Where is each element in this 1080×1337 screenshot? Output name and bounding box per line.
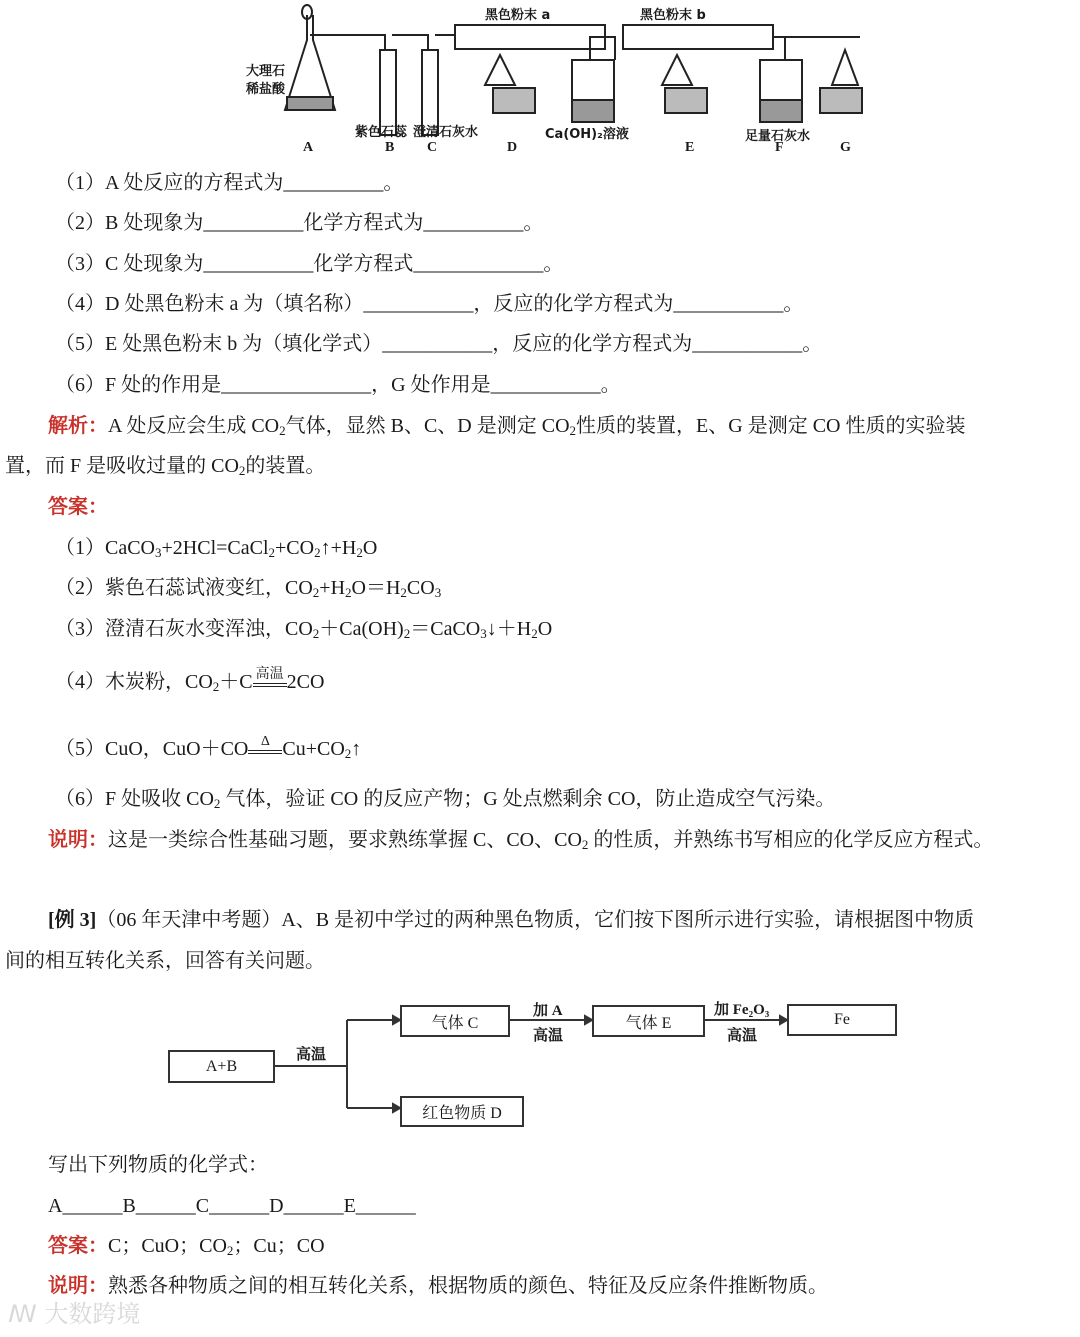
text-segment: （6）F 处的作用是_______________，G 处作用是___________。 [55,374,621,396]
subscript: 2 [312,585,320,600]
text-segment: ＋Ca(OH) [319,618,404,640]
text-segment: 置，而 F 是吸收过量的 CO [5,455,239,477]
text-segment: O [537,618,553,640]
text-segment: 2CO [286,671,325,693]
text-segment: ＝CaCO [410,618,481,640]
subscript: 3 [434,585,442,600]
text-segment: +CO [275,537,315,559]
text-segment: A 处反应会生成 CO [108,415,280,437]
subscript: 2 [213,796,221,811]
flow-label-high-temp-2: 高温 [533,1028,564,1044]
section-label: 答案： [48,496,108,518]
label-powder-a: 黑色粉末 a [485,8,551,23]
text-segment: （3）澄清石灰水变浑浊，CO [55,618,313,640]
letter-g: G [840,140,851,155]
section-label: 答案： [48,1235,108,1257]
text-segment: 气体，显然 B、C、D 是测定 CO [285,415,570,437]
flow-box-a-plus-b: A+B [168,1050,275,1083]
letter-a: A [303,140,314,155]
reaction-condition: Δ [260,734,270,749]
subscript: 2 [356,545,363,560]
text-segment: 的性质，并熟练书写相应的化学反应方程式。 [588,829,994,851]
letter-c: C [427,140,438,155]
text-segment: （5）E 处黑色粉末 b 为（填化学式）___________，反应的化学方程式为___________。 [55,333,823,355]
text-segment: ↑ [351,738,362,760]
flow-box-fe: Fe [787,1004,897,1036]
flow-box-red-d: 红色物质 D [400,1096,524,1127]
text-segment: +2HCl=CaCl [161,537,269,559]
letter-e: E [685,140,695,155]
section-label: 说明： [48,1275,108,1297]
example-label: [例 3] [48,909,97,931]
text-segment: （2）紫色石蕊试液变红，CO [55,577,313,599]
flow-box-gas-e: 气体 E [592,1005,705,1037]
subscript: 2 [212,679,220,694]
text-segment: （06 年天津中考题）A、B 是初中学过的两种黑色物质，它们按下图所示进行实验，请根据图中物质 [96,909,975,931]
letter-b: B [385,140,395,155]
text-segment: CO [406,577,435,599]
subscript: 2 [403,626,411,641]
text-segment: （4）D 处黑色粉末 a 为（填名称）___________，反应的化学方程式为___________。 [55,293,804,315]
subscript: 2 [238,463,246,478]
text-segment: 写出下列物质的化学式： [48,1154,268,1176]
label-excess-limewater: 足量石灰水 [745,129,811,144]
text-segment: 这是一类综合性基础习题，要求熟练掌握 C、CO、CO [108,829,582,851]
subscript: 2 [279,423,286,438]
text-segment: ；Cu；CO [233,1235,325,1257]
subscript: 2 [345,585,352,600]
text-segment: 熟悉各种物质之间的相互转化关系，根据物质的颜色、特征及反应条件推断物质。 [108,1275,828,1297]
watermark-text: 大数跨境 [44,1300,141,1328]
text-segment: 气体，验证 CO 的反应产物；G 处点燃剩余 CO，防止造成空气污染。 [220,788,836,810]
text-segment: ↑+H [320,537,357,559]
section-label: 解析： [48,415,108,437]
label-powder-b: 黑色粉末 b [640,8,706,23]
subscript: 3 [480,626,487,641]
text-segment: 间的相互转化关系，回答有关问题。 [5,950,325,972]
flow-box-gas-c: 气体 C [400,1005,510,1037]
label-marble: 大理石 [246,64,286,79]
text-segment: （4）木炭粉，CO [55,671,213,693]
text-segment: Cu+CO [282,738,345,760]
subscript: 2 [226,1243,234,1258]
subscript: 2 [581,837,589,852]
label-limewater: 澄清石灰水 [413,125,479,140]
text-segment: ＋C [219,671,253,693]
subscript: 2 [400,585,407,600]
text-segment: 性质的装置，E、G 是测定 CO 性质的实验装 [576,415,966,437]
text-segment: （1）CaCO [55,537,155,559]
section-label: 说明： [48,829,108,851]
flow-label-add-fe2o3: 加 Fe₂O₃ [714,1002,770,1018]
flow-label-high-temp-3: 高温 [727,1028,758,1044]
label-acid: 稀盐酸 [246,82,286,97]
subscript: 3 [155,545,162,560]
text-segment: O [362,537,378,559]
flow-label-add-a: 加 A [533,1003,563,1019]
flow-label-high-temp: 高温 [296,1047,327,1063]
text-segment: ↓＋H [486,618,532,640]
text-segment: （6）F 处吸收 CO [55,788,214,810]
text-segment: C；CuO；CO [108,1235,227,1257]
watermark-logo: ꟿ 大数跨境 [8,1300,141,1328]
letter-f: F [775,140,784,155]
subscript: 2 [344,746,352,761]
subscript: 2 [314,545,321,560]
text-segment: A______B______C______D______E______ [48,1195,416,1217]
reaction-condition: 高温 [255,667,284,682]
text-segment: （3）C 处现象为___________化学方程式_____________。 [55,253,564,275]
label-caoh-solution: Ca(OH)₂溶液 [545,127,629,142]
text-segment: （1）A 处反应的方程式为__________。 [55,172,404,194]
subscript: 2 [312,626,320,641]
text-segment: 的装置。 [245,455,326,477]
text-segment: +H [319,577,346,599]
subscript: 2 [268,545,276,560]
subscript: 2 [569,423,577,438]
text-segment: （5）CuO，CuO＋CO [55,738,249,760]
letter-d: D [507,140,518,155]
label-litmus: 紫色石蕊 [355,125,408,140]
text-segment: （2）B 处现象为__________化学方程式为__________。 [55,212,544,234]
text-segment: O＝H [351,577,401,599]
subscript: 2 [531,626,538,641]
